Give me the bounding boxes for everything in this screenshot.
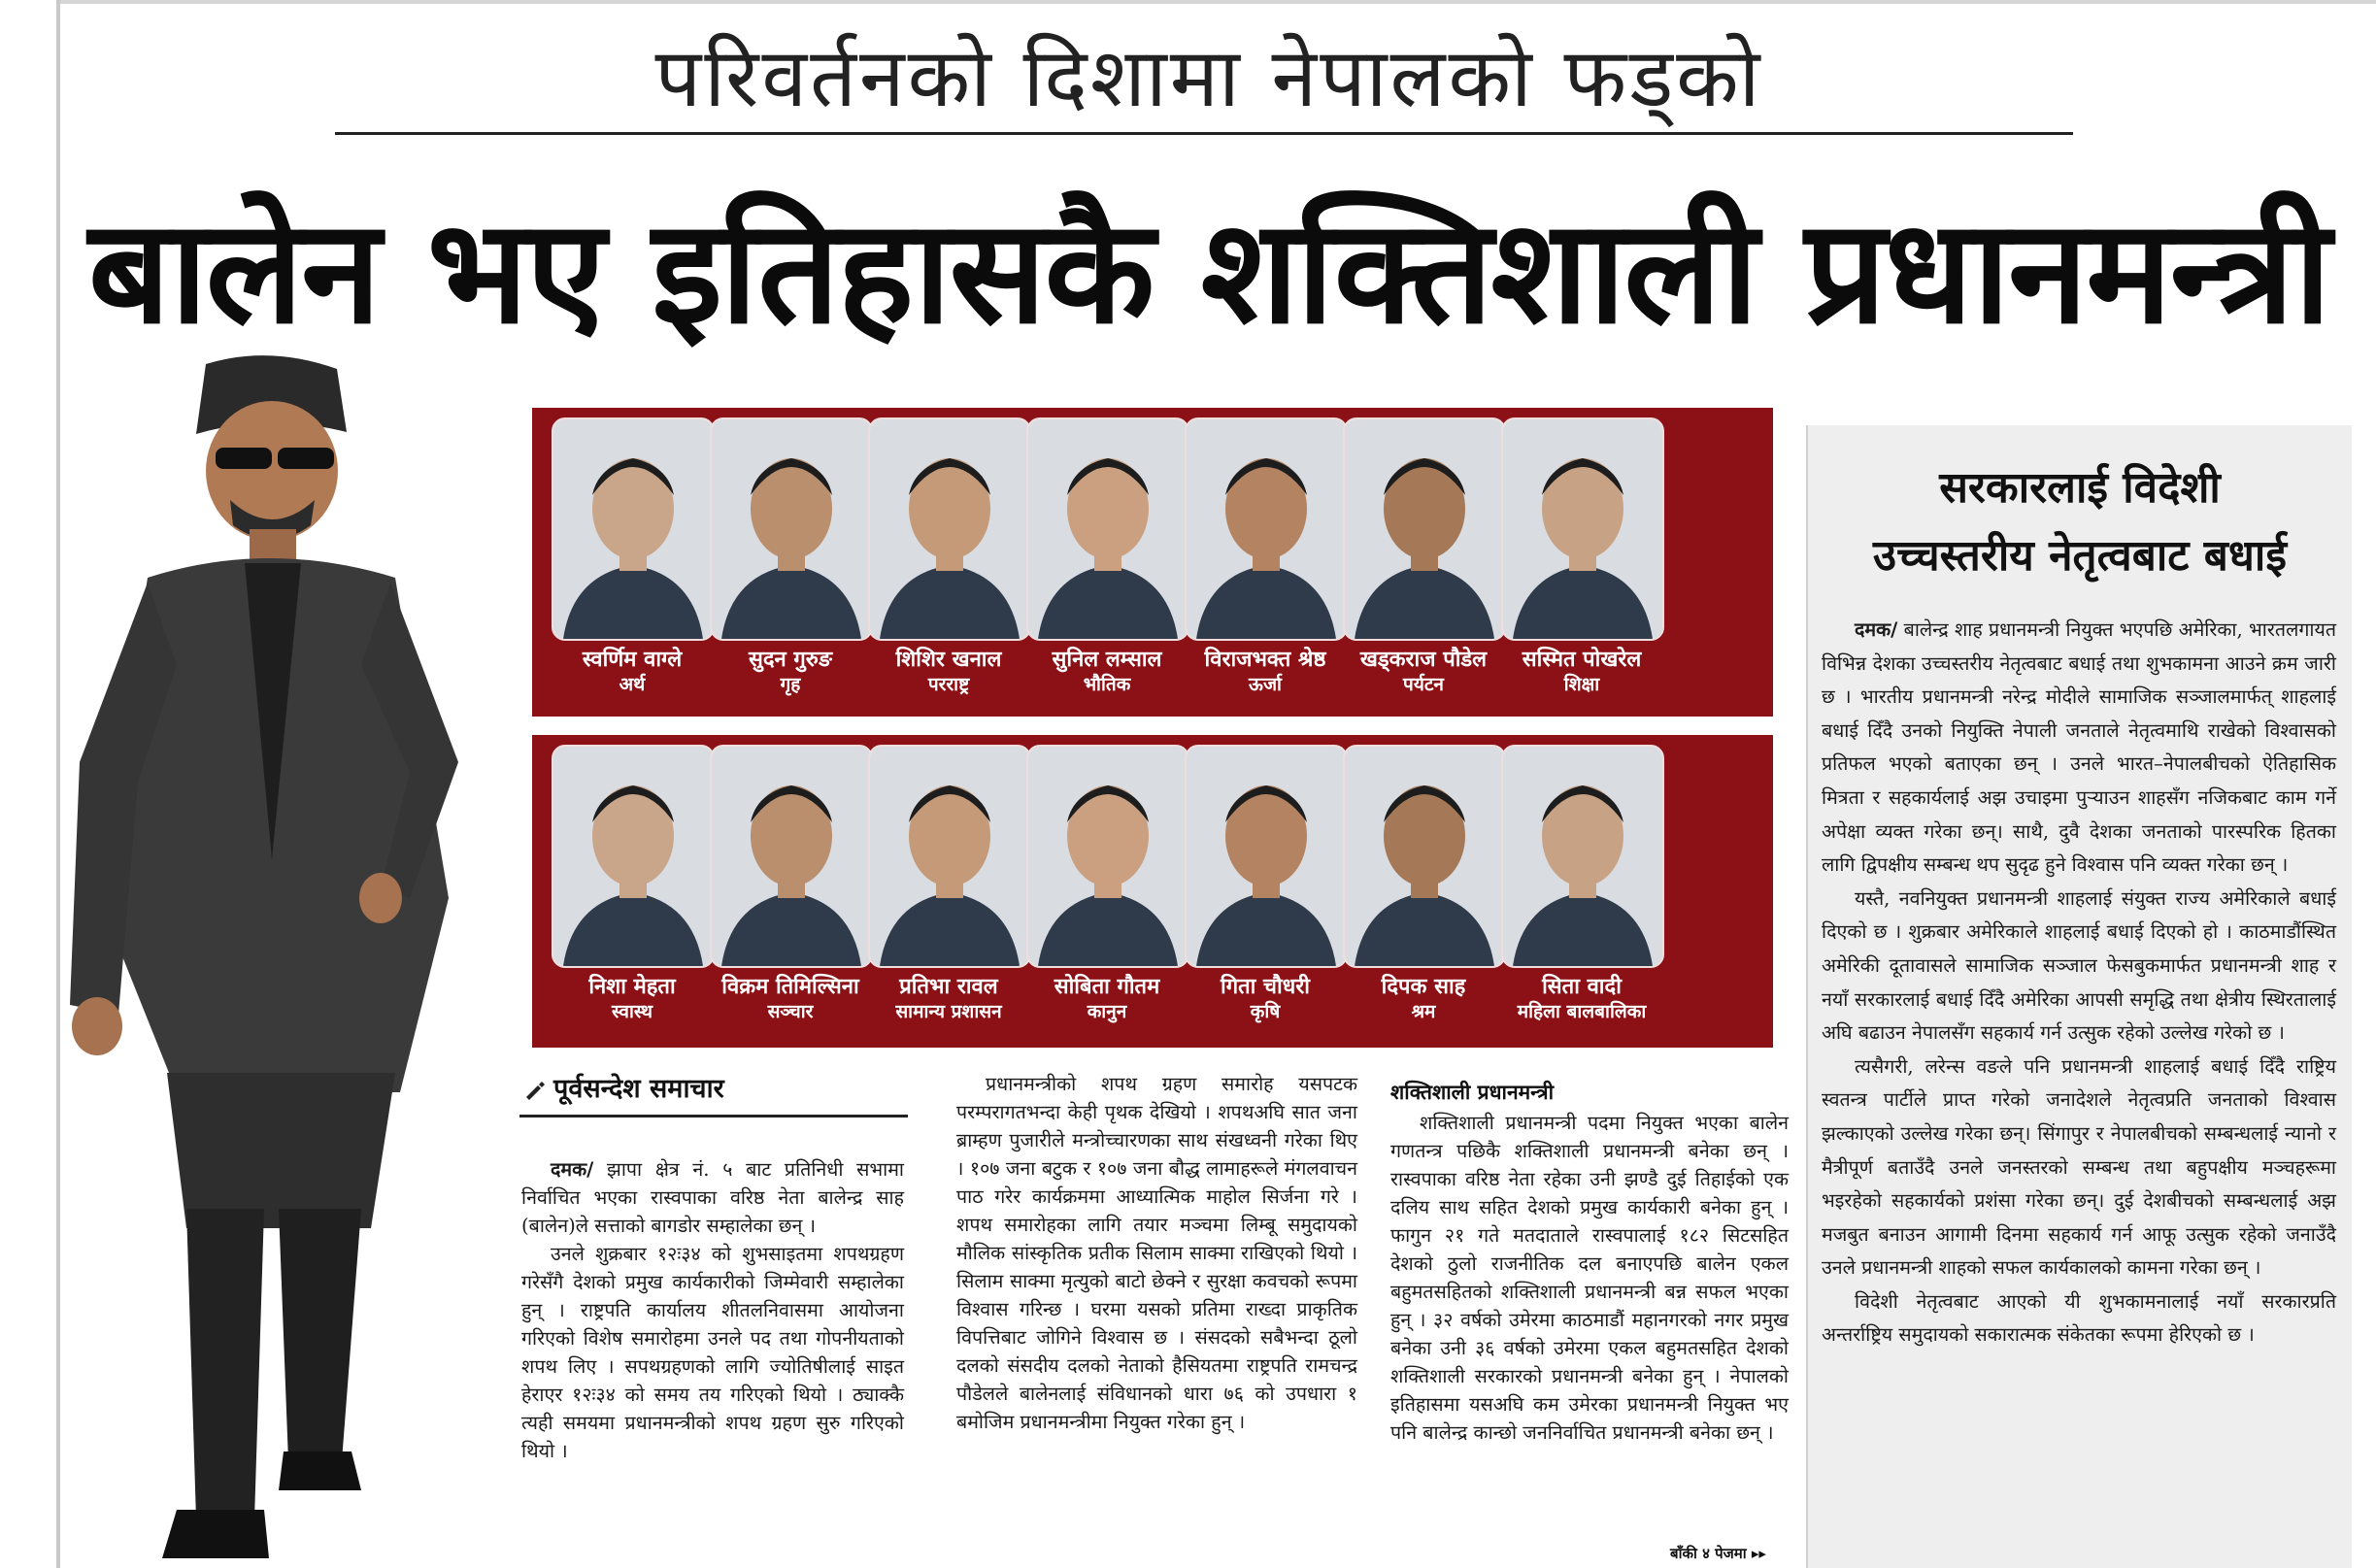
minister-card <box>1343 745 1504 1022</box>
minister-portfolio: सामान्य प्रशासन <box>895 1001 1002 1022</box>
minister-photo <box>710 745 873 968</box>
sidebar-title <box>1808 454 2352 590</box>
minister-name: विक्रम तिमिल्सिना <box>721 975 859 999</box>
kicker-underline <box>335 132 2073 135</box>
minister-card <box>868 417 1029 695</box>
article-column-2 <box>956 1070 1357 1436</box>
minister-name: सोबिता गौतम <box>1054 975 1160 999</box>
dateline: दमक/ <box>1855 618 1898 641</box>
minister-name: गिता चौधरी <box>1221 975 1310 999</box>
minister-card <box>1026 417 1188 695</box>
section-subhead: शक्तिशाली प्रधानमन्त्री <box>1390 1081 1555 1104</box>
minister-name: सस्मित पोखरेल <box>1522 648 1642 672</box>
dateline: दमक/ <box>551 1158 594 1181</box>
minister-photo <box>1185 417 1348 641</box>
minister-name: प्रतिभा रावल <box>899 975 998 999</box>
byline-underline <box>519 1115 908 1118</box>
minister-name: सिता वादी <box>1542 975 1622 999</box>
minister-name: स्वर्णिम वाग्ले <box>582 648 683 672</box>
minister-name: सुदन गुरुङ <box>749 648 832 672</box>
minister-portfolio: ऊर्जा <box>1249 674 1282 695</box>
minister-portfolio: स्वास्थ <box>611 1001 653 1022</box>
minister-portfolio: कानुन <box>1087 1001 1127 1022</box>
minister-portfolio: गृह <box>780 674 801 695</box>
minister-portfolio: अर्थ <box>619 674 646 695</box>
ministers-panel-top <box>532 408 1773 717</box>
article-paragraph: शक्तिशाली प्रधानमन्त्री पदमा नियुक्त भएका बालेन गणतन्त्र पछिकै शक्तिशाली प्रधानमन्त्री बनेका छन् । रास्वपाका वरिष्ठ नेता रहेका उनी झण्डै दुई तिहाईको एक दलिय साथ सहित देशको प्रमुख कार्यकारी बनेका हुन् । फागुन २१ गते मतदाताले रास्वपालाई १८२ सिटसहित देशको ठुलो राजनीतिक दल बनाएपछि बालेन एकल बहुमतसहितको शक्तिशाली प्रधानमन्त्री बन्न सफल भएका हुन् । ३२ वर्षको उमेरमा काठमाडौं महानगरको नगर प्रमुख बनेका उनी ३६ वर्षको उमेरमा एकल बहुमतसहित देशको शक्तिशाली सरकारको प्रधानमन्त्री बनेका हुन् । नेपालको इतिहासमा यसअघि कम उमेरका प्रधानमन्त्री नियुक्त भए पनि बालेन्द्र कान्छो जननिर्वाचित प्रधानमन्त्री बनेका छन् । <box>1390 1112 1789 1444</box>
minister-card <box>710 417 871 695</box>
minister-photo <box>552 417 715 641</box>
article-paragraph <box>521 1155 904 1240</box>
minister-photo <box>1343 745 1506 968</box>
minister-card <box>710 745 871 1022</box>
pen-icon <box>524 1080 546 1101</box>
minister-portfolio: श्रम <box>1411 1001 1436 1022</box>
sidebar-body <box>1822 614 2336 1352</box>
minister-portfolio: महिला बालबालिका <box>1517 1001 1647 1022</box>
minister-card <box>868 745 1029 1022</box>
article-paragraph: उनले शुक्रबार १२ः३४ को शुभसाइतमा शपथग्रहण गरेसँगै देशको प्रमुख कार्यकारीको जिम्मेवारी सम्हालेका हुन् । राष्ट्रपति कार्यालय शीतलनिवासमा आयोजना गरिएको विशेष समारोहमा उनले पद तथा गोपनीयताको शपथ लिए । सपथग्रहणको लागि ज्योतिषीलाई साइत हेराएर १२ः३४ को समय तय गरिएको थियो । ठ्याक्कै त्यही समयमा प्रधानमन्त्रीको शपथ ग्रहण सुरु गरिएको थियो । <box>521 1243 904 1462</box>
minister-portfolio: पर्यटन <box>1403 674 1444 695</box>
continued-link[interactable]: बाँकी ४ पेजमा ▸▸ <box>1670 1545 1766 1562</box>
minister-photo <box>1501 417 1664 641</box>
minister-photo <box>1343 417 1506 641</box>
minister-photo <box>552 745 715 968</box>
minister-portfolio: कृषि <box>1250 1001 1281 1022</box>
minister-card <box>552 745 713 1022</box>
top-border <box>56 0 2376 4</box>
sidebar-title-line2: उच्चस्तरीय नेतृत्वबाट बधाई <box>1873 531 2287 581</box>
minister-portfolio: सञ्चार <box>767 1001 814 1022</box>
prime-minister-photo <box>60 354 517 1568</box>
minister-name: विराजभक्त श्रेष्ठ <box>1204 648 1326 672</box>
minister-card <box>1501 417 1662 695</box>
minister-card <box>1501 745 1662 1022</box>
sidebar-paragraph: विदेशी नेतृत्वबाट आएको यी शुभकामनालाई नयाँ सरकारप्रति अन्तर्राष्ट्रिय समुदायको सकारात्मक संकेतका रूपमा हेरिएको छ । <box>1822 1289 2336 1347</box>
article-column-1 <box>521 1155 904 1465</box>
sidebar-paragraph: त्यसैगरी, लरेन्स वङले पनि प्रधानमन्त्री शाहलाई बधाई दिँदै राष्ट्रिय स्वतन्त्र पार्टीले प्राप्त गरेको जनादेशले नेतृत्वप्रति जनताको विश्वास झल्काएको उल्लेख गरेका छन्। सिंगापुर र नेपालबीचको सम्बन्धलाई न्यानो र मैत्रीपूर्ण बताउँदै उनले जनस्तरको सम्बन्ध तथा बहुपक्षीय मञ्चहरूमा भइरहेको सहकार्यको प्रशंसा गरेका छन्। दुई देशबीचको सम्बन्धलाई अझ मजबुत बनाउन आगामी दिनमा सहकार्य गर्न आफू उत्सुक रहेको जनाउँदै उनले प्रधानमन्त्री शाहको सफल कार्यकालको कामना गरेका छन् । <box>1822 1054 2336 1280</box>
minister-card <box>1185 745 1346 1022</box>
minister-portfolio: भौतिक <box>1083 674 1131 695</box>
sidebar-paragraph <box>1822 614 2336 883</box>
minister-photo <box>710 417 873 641</box>
kicker-headline: परिवर्तनको दिशामा नेपालको फड्को <box>654 30 1763 125</box>
minister-name: खड्कराज पौडेल <box>1359 648 1488 672</box>
sidebar-article <box>1806 425 2352 1568</box>
main-headline: बालेन भए इतिहासकै शक्तिशाली प्रधानमन्त्री <box>88 188 2329 355</box>
minister-card <box>1185 417 1346 695</box>
sidebar-paragraph: यस्तै, नवनियुक्त प्रधानमन्त्री शाहलाई संयुक्त राज्य अमेरिकाले बधाई दिएको छ । शुक्रबार अमेरिकाले शाहलाई बधाई दिएको हो । काठमाडौंस्थित अमेरिकी दूतावासले सामाजिक सञ्जाल फेसबुकमार्फत प्रधानमन्त्री शाह र नयाँ सरकारलाई बधाई दिँदै अमेरिका आपसी समृद्धि तथा क्षेत्रीय स्थिरतालाई अघि बढाउन नेपालसँग सहकार्य गर्न उत्सुक रहेको उल्लेख गरेको छ । <box>1822 886 2336 1045</box>
minister-card <box>1026 745 1188 1022</box>
minister-photo <box>1501 745 1664 968</box>
minister-photo <box>1026 745 1189 968</box>
article-paragraph-text: झापा क्षेत्र नं. ५ बाट प्रतिनिधी सभामा निर्वाचित भएका रास्वपाका वरिष्ठ नेता बालेन्द्र साह (बालेन)ले सत्ताको बागडोर सम्हालेका छन् । <box>521 1158 904 1237</box>
minister-photo <box>868 745 1031 968</box>
byline: पूर्वसन्देश समाचार <box>553 1074 724 1104</box>
minister-photo <box>1185 745 1348 968</box>
article-paragraph: प्रधानमन्त्रीको शपथ ग्रहण समारोह यसपटक परम्परागतभन्दा केही पृथक देखियो । शपथअघि सात जना ब्राम्हण पुजारीले मन्त्रोच्चारणका साथ संखध्वनी गरेका थिए । १०७ जना बटुक र १०७ जना बौद्ध लामाहरूले मंगलवाचन पाठ गरेर कार्यक्रममा आध्यात्मिक माहोल सिर्जना गरे । शपथ समारोहका लागि तयार मञ्चमा लिम्बू समुदायको मौलिक सांस्कृतिक प्रतीक सिलाम साक्मा राखिएको थियो । सिलाम साक्मा मृत्युको बाटो छेक्ने र सुरक्षा कवचको रूपमा विश्वास गरिन्छ । घरमा यसको प्रतिमा राख्दा प्राकृतिक विपत्तिबाट जोगिने विश्वास छ । संसदको सबैभन्दा ठूलो दलको संसदीय दलको नेताको हैसियतमा राष्ट्रपति रामचन्द्र पौडेलले बालेनलाई संविधानको धारा ७६ को उपधारा १ बमोजिम प्रधानमन्त्रीमा नियुक्त गरेका हुन् । <box>956 1073 1357 1433</box>
minister-portfolio: परराष्ट्र <box>927 674 970 695</box>
minister-portfolio: शिक्षा <box>1563 674 1600 695</box>
article-column-3 <box>1390 1109 1789 1447</box>
minister-name: सुनिल लम्साल <box>1052 648 1162 672</box>
minister-photo <box>868 417 1031 641</box>
minister-card <box>552 417 713 695</box>
sidebar-paragraph-text: बालेन्द्र शाह प्रधानमन्त्री नियुक्त भएपछि अमेरिका, भारतलगायत विभिन्न देशका उच्चस्तरीय नेतृत्वबाट बधाई तथा शुभकामना आउने क्रम जारी छ । भारतीय प्रधानमन्त्री नरेन्द्र मोदीले सामाजिक सञ्जालमार्फत् शाहलाई बधाई दिँदै उनको नियुक्ति नेपाली जनताले नेतृत्वमाथि राखेको विश्वासको प्रतिफल भएको बताएका छन् । उनले भारत–नेपालबीचको ऐतिहासिक मित्रता र सहकार्यलाई अझ उचाइमा पुऱ्याउन शाहसँग नजिकबाट काम गर्ने अपेक्षा व्यक्त गरेका छन्। साथै, दुवै देशका जनताको पारस्परिक हितका लागि द्विपक्षीय सम्बन्ध थप सुदृढ हुने विश्वास पनि व्यक्त गरेका छन् । <box>1822 618 2336 877</box>
sidebar-title-line1: सरकारलाई विदेशी <box>1939 463 2221 513</box>
minister-name: शिशिर खनाल <box>895 648 1002 672</box>
minister-photo <box>1026 417 1189 641</box>
minister-name: दिपक साह <box>1381 975 1466 999</box>
ministers-panel-bottom <box>532 735 1773 1048</box>
minister-card <box>1343 417 1504 695</box>
minister-name: निशा मेहता <box>588 975 676 999</box>
